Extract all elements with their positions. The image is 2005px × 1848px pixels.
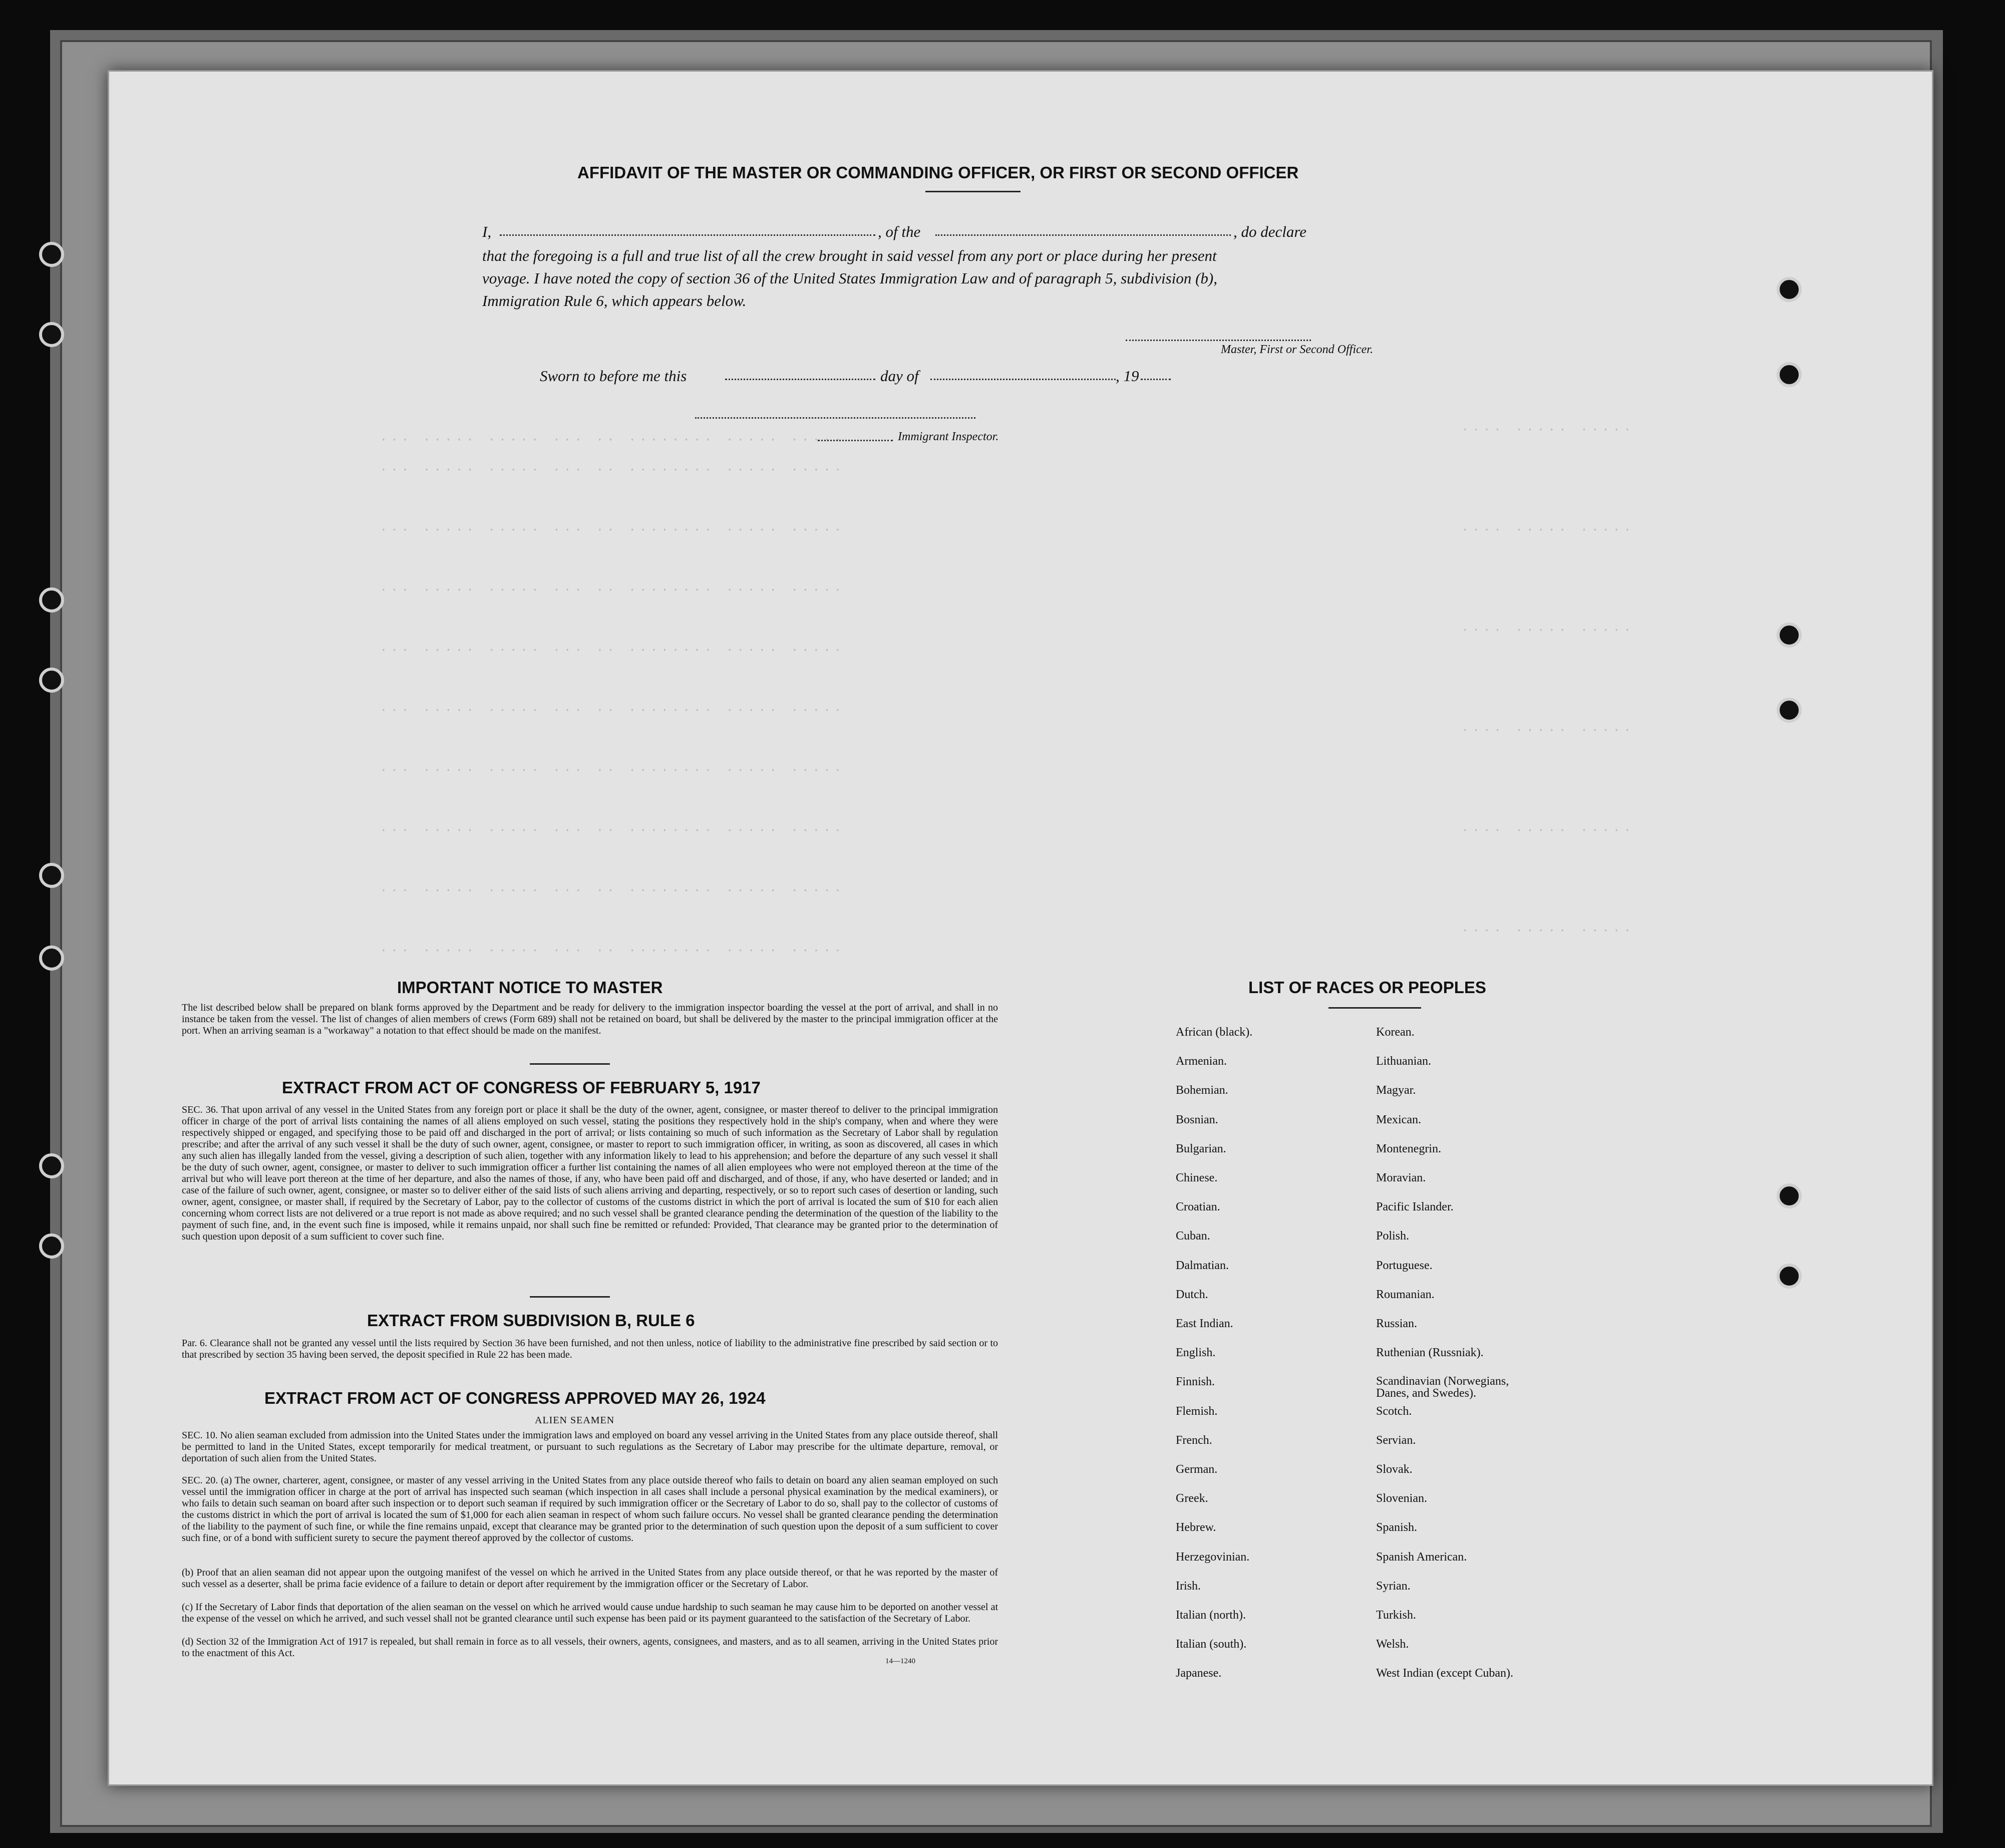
section-rule bbox=[530, 1296, 610, 1298]
race-item: Mexican. bbox=[1376, 1113, 1421, 1126]
binder-hole bbox=[1777, 277, 1802, 302]
extract-1924-sec20d: (d) Section 32 of the Immigration Act of 1917 is repealed, but shall remain in force as to all vessels, their owners, agents, consignees, and masters, and as to all seamen, arriving in the United States prior to the enactment of this Act. bbox=[182, 1636, 998, 1659]
inspector-caption: Immigrant Inspector. bbox=[898, 430, 999, 443]
race-item: Finnish. bbox=[1176, 1375, 1215, 1389]
title-rule bbox=[925, 191, 1021, 192]
affidavit-statement: voyage. I have noted the copy of section 36 of the United States Immigration Law and of paragraph 5, subdivision (b), bbox=[482, 269, 1217, 287]
race-item: East Indian. bbox=[1176, 1317, 1233, 1330]
binder-hole bbox=[39, 587, 64, 612]
race-item: Welsh. bbox=[1376, 1638, 1409, 1651]
bleed-through-row: ···· ····· ····· bbox=[1461, 623, 1634, 638]
race-item: Dutch. bbox=[1176, 1288, 1208, 1301]
extract-1917-title: EXTRACT FROM ACT OF CONGRESS OF FEBRUARY 5, 1917 bbox=[282, 1078, 761, 1097]
race-item: Italian (north). bbox=[1176, 1609, 1246, 1622]
race-item: Japanese. bbox=[1176, 1667, 1222, 1680]
race-item: Russian. bbox=[1376, 1317, 1418, 1330]
extract-1924-sec20c: (c) If the Secretary of Labor finds that deportation of the alien seaman on the vessel on which he arrived would cause undue hardship to such seaman he may cause him to be deported on another vessel at the expense of the vessel on which he arrived, and such vessel shall not be granted clearance until such expense has been paid or its payment guaranteed to the satisfaction of the Secretary of Labor. bbox=[182, 1602, 998, 1624]
race-item: Bohemian. bbox=[1176, 1084, 1228, 1097]
binder-hole bbox=[39, 1153, 64, 1178]
inspector-blank bbox=[818, 440, 893, 441]
bleed-through-row: ···· ····· ····· bbox=[1461, 823, 1634, 838]
race-item: Magyar. bbox=[1376, 1084, 1416, 1097]
extract-1917-text: SEC. 36. That upon arrival of any vessel in the United States from any foreign port or place it shall be the duty of the owner, agent, consignee, or master thereof to deliver to the principal immigration officer in charge of the port of arrival lists containing the names of all aliens employed on such vessel, stating the positions they respectively hold in the ship's company, when and where they were respectively shipped or engaged, and specifying those to be paid off and discharged in the port of arrival; or lists containing so much of such information as the Secretary of Labor shall by regulation prescribe; and after the arrival of any such vessel it shall be the duty of such owner, agent, consignee, or master to report to such immigration officer, in writing, as soon as discovered, all cases in which any such alien has illegally landed from the vessel, giving a description of such alien, together with any information likely to lead to his apprehension; and before the departure of any such vessel it shall be the duty of such owner, agent, consignee, or master to deliver to such immigration officer a further list containing the names of all alien employees who were not employed thereon at the time of the arrival but who will leave port thereon at the time of her departure, and also the names of those, if any, who have been paid off and discharged, and of those, if any, who have deserted or landed; and in case of the failure of such owner, agent, consignee, or master so to deliver either of the said lists of such aliens arriving and departing, respectively, or so to report such cases of desertion or landing, such owner, agent, consignee, or master shall, if required by the Secretary of Labor, pay to the collector of customs of the customs district in which the port of arrival is located the sum of $10 for each alien concerning whom correct lists are not delivered or a true report is not made as above required; and no such vessel shall be granted clearance pending the determination of the question of the liability to the payment of such fine, and, in the event such fine is imposed, while it remains unpaid, nor shall such fine be remitted or refunded: Provided, That clearance may be granted prior to the determination of such question upon deposit of a sum sufficient to cover such fine. bbox=[182, 1104, 998, 1242]
race-item: Pacific Islander. bbox=[1376, 1200, 1454, 1214]
race-item: Hebrew. bbox=[1176, 1521, 1216, 1534]
race-item: Greek. bbox=[1176, 1492, 1208, 1505]
race-item: Turkish. bbox=[1376, 1609, 1416, 1622]
notice-title: IMPORTANT NOTICE TO MASTER bbox=[397, 978, 663, 997]
sworn-label: Sworn to before me this bbox=[540, 367, 687, 385]
binder-hole bbox=[39, 863, 64, 888]
races-title: LIST OF RACES OR PEOPLES bbox=[1248, 978, 1486, 997]
race-item: Portuguese. bbox=[1376, 1259, 1433, 1272]
extract-1924-sec20a: SEC. 20. (a) The owner, charterer, agent, consignee, or master of any vessel arriving in the United States from any place outside thereof who fails to detain on board any alien seaman employed on such vessel until the immigration officer in charge at the port of arrival has inspected such seaman (which inspection in all cases shall include a personal physical examination by the medical examiners), or who fails to detain such seaman on board after such inspection or to deport such seaman if required by such immigration officer or the Secretary of Labor to do so, shall pay to the collector of customs of the customs district in which the port of arrival is located the sum of $1,000 for each alien seaman in respect of whom such failure occurs. No vessel shall be granted clearance pending the determination of the liability to the payment of such fine, or while the fine remains unpaid, except that clearance may be granted prior to the determination of such question upon the deposit of a sum sufficient to cover such fine, or of a bond with sufficient surety to secure the payment thereof approved by the collector of customs. bbox=[182, 1475, 998, 1544]
bleed-through-row: ··· ····· ····· ··· ·· ········ ····· ····· bbox=[380, 462, 845, 477]
race-item: Polish. bbox=[1376, 1229, 1410, 1243]
race-item: Chinese. bbox=[1176, 1171, 1218, 1184]
section-rule bbox=[530, 1063, 610, 1065]
race-item: Italian (south). bbox=[1176, 1638, 1247, 1651]
affidavit-i-label: I, bbox=[482, 223, 492, 240]
race-item: Scandinavian (Norwegians, Danes, and Swedes). bbox=[1376, 1375, 1509, 1400]
race-item: Syrian. bbox=[1376, 1579, 1411, 1593]
extract-1924-sec20b: (b) Proof that an alien seaman did not appear upon the outgoing manifest of the vessel on which he arrived in the United States from any place outside thereof, or that he was reported by the master of such vessel as a deserter, shall be prima facie evidence of a failure to detain or deport after requirement by the immigration officer or the Secretary of Labor. bbox=[182, 1567, 998, 1590]
affidavit-title: AFFIDAVIT OF THE MASTER OR COMMANDING OFFICER, OR FIRST OR SECOND OFFICER bbox=[577, 163, 1299, 182]
do-declare-label: , do declare bbox=[1233, 223, 1307, 240]
race-item: Spanish American. bbox=[1376, 1550, 1467, 1564]
race-item: Slovak. bbox=[1376, 1463, 1413, 1476]
bleed-through-row: ··· ····· ····· ··· ·· ········ ····· ····· bbox=[380, 823, 845, 838]
bleed-through-row: ··· ····· ····· ··· ·· ········ ····· ····· bbox=[380, 643, 845, 658]
bleed-through-row: ··· ····· ····· ··· ·· ········ ····· ····· bbox=[380, 763, 845, 778]
race-item: Korean. bbox=[1376, 1026, 1415, 1039]
binder-hole bbox=[39, 1234, 64, 1259]
bleed-through-row: ··· ····· ····· ··· ·· ········ ····· ····· bbox=[380, 883, 845, 898]
name-blank bbox=[500, 234, 875, 236]
race-item: French. bbox=[1176, 1433, 1212, 1447]
year-label: , 19 bbox=[1116, 367, 1139, 385]
race-item: Irish. bbox=[1176, 1579, 1201, 1593]
of-the-label: , of the bbox=[878, 223, 921, 240]
alien-seamen-subtitle: ALIEN SEAMEN bbox=[535, 1415, 615, 1426]
bleed-through-row: ··· ····· ····· ··· ·· ········ ····· ····· bbox=[380, 943, 845, 958]
sworn-year-blank bbox=[1141, 379, 1171, 380]
binder-hole bbox=[1777, 1183, 1802, 1208]
binder-hole bbox=[1777, 623, 1802, 648]
extract-1924-title: EXTRACT FROM ACT OF CONGRESS APPROVED MAY 26, 1924 bbox=[264, 1389, 766, 1407]
race-item: Slovenian. bbox=[1376, 1492, 1427, 1505]
race-item: Lithuanian. bbox=[1376, 1055, 1431, 1068]
sworn-month-blank bbox=[930, 379, 1116, 380]
extract-1924-sec10: SEC. 10. No alien seaman excluded from admission into the United States under the immigration laws and employed on board any vessel arriving in the United States from any place outside thereof, shall be permitted to land in the United States, except temporarily for medical treatment, or pursuant to such regulations as the Secretary of Labor may prescribe for the ultimate departure, removal, or deportation of such alien from the United States. bbox=[182, 1430, 998, 1464]
bleed-through-row: ··· ····· ····· ··· ·· ········ ····· ····· bbox=[380, 522, 845, 537]
race-item: Moravian. bbox=[1376, 1171, 1426, 1184]
binder-hole bbox=[1777, 362, 1802, 387]
race-item: Bulgarian. bbox=[1176, 1142, 1226, 1155]
inspector-blank-upper bbox=[695, 417, 975, 419]
race-item: Montenegrin. bbox=[1376, 1142, 1441, 1155]
binder-hole bbox=[1777, 698, 1802, 723]
vessel-blank bbox=[935, 234, 1231, 236]
bleed-through-row: ···· ····· ····· bbox=[1461, 723, 1634, 738]
race-item: West Indian (except Cuban). bbox=[1376, 1667, 1513, 1680]
race-item: Bosnian. bbox=[1176, 1113, 1218, 1126]
signature-caption: Master, First or Second Officer. bbox=[1221, 343, 1373, 356]
races-title-rule bbox=[1328, 1007, 1421, 1009]
affidavit-statement: Immigration Rule 6, which appears below. bbox=[482, 292, 747, 310]
race-item: Dalmatian. bbox=[1176, 1259, 1229, 1272]
document-page bbox=[108, 70, 1933, 1786]
race-item: Scotch. bbox=[1376, 1404, 1412, 1418]
binder-hole bbox=[39, 668, 64, 693]
race-item: Cuban. bbox=[1176, 1229, 1210, 1243]
binder-hole bbox=[39, 242, 64, 267]
sworn-day-blank bbox=[725, 379, 875, 380]
extract-rule6-text: Par. 6. Clearance shall not be granted any vessel until the lists required by Section 36 have been furnished, and not then unless, notice of liability to the administrative fine prescribed by said section or to that prescribed by section 35 having been served, the deposit specified in Rule 22 has been made. bbox=[182, 1338, 998, 1360]
race-item: Spanish. bbox=[1376, 1521, 1418, 1534]
race-item: African (black). bbox=[1176, 1026, 1253, 1039]
race-item: Flemish. bbox=[1176, 1404, 1218, 1418]
race-item: Ruthenian (Russniak). bbox=[1376, 1346, 1484, 1360]
extract-rule6-title: EXTRACT FROM SUBDIVISION B, RULE 6 bbox=[367, 1311, 695, 1330]
bleed-through-row: ··· ····· ····· ··· ·· ········ ····· ····· bbox=[380, 432, 845, 447]
binder-hole bbox=[1777, 1264, 1802, 1289]
affidavit-statement: that the foregoing is a full and true list of all the crew brought in said vessel from any port or place during her present bbox=[482, 247, 1217, 264]
binder-hole bbox=[39, 322, 64, 347]
bleed-through-row: ···· ····· ····· bbox=[1461, 522, 1634, 537]
bleed-through-row: ··· ····· ····· ··· ·· ········ ····· ····· bbox=[380, 582, 845, 597]
race-item: English. bbox=[1176, 1346, 1216, 1360]
race-item: Croatian. bbox=[1176, 1200, 1220, 1214]
form-number: 14—1240 bbox=[885, 1657, 915, 1665]
signature-blank bbox=[1126, 340, 1311, 341]
race-item: Roumanian. bbox=[1376, 1288, 1435, 1301]
race-item: Armenian. bbox=[1176, 1055, 1227, 1068]
race-item: German. bbox=[1176, 1463, 1218, 1476]
race-item: Herzegovinian. bbox=[1176, 1550, 1250, 1564]
binder-hole bbox=[39, 946, 64, 971]
race-item: Servian. bbox=[1376, 1433, 1416, 1447]
day-of-label: day of bbox=[880, 367, 919, 385]
bleed-through-row: ···· ····· ····· bbox=[1461, 422, 1634, 437]
bleed-through-row: ···· ····· ····· bbox=[1461, 923, 1634, 938]
notice-text: The list described below shall be prepared on blank forms approved by the Department and be ready for delivery to the immigration inspector boarding the vessel at the port of arrival, and shall in no instance be taken from the vessel. The list of changes of alien members of crews (Form 689) shall not be retained on board, but shall be delivered by the master to the principal immigration officer at the port. When an arriving seaman is a "workaway" a notation to that effect should be made on the manifest. bbox=[182, 1002, 998, 1036]
bleed-through-row: ··· ····· ····· ··· ·· ········ ····· ····· bbox=[380, 703, 845, 718]
